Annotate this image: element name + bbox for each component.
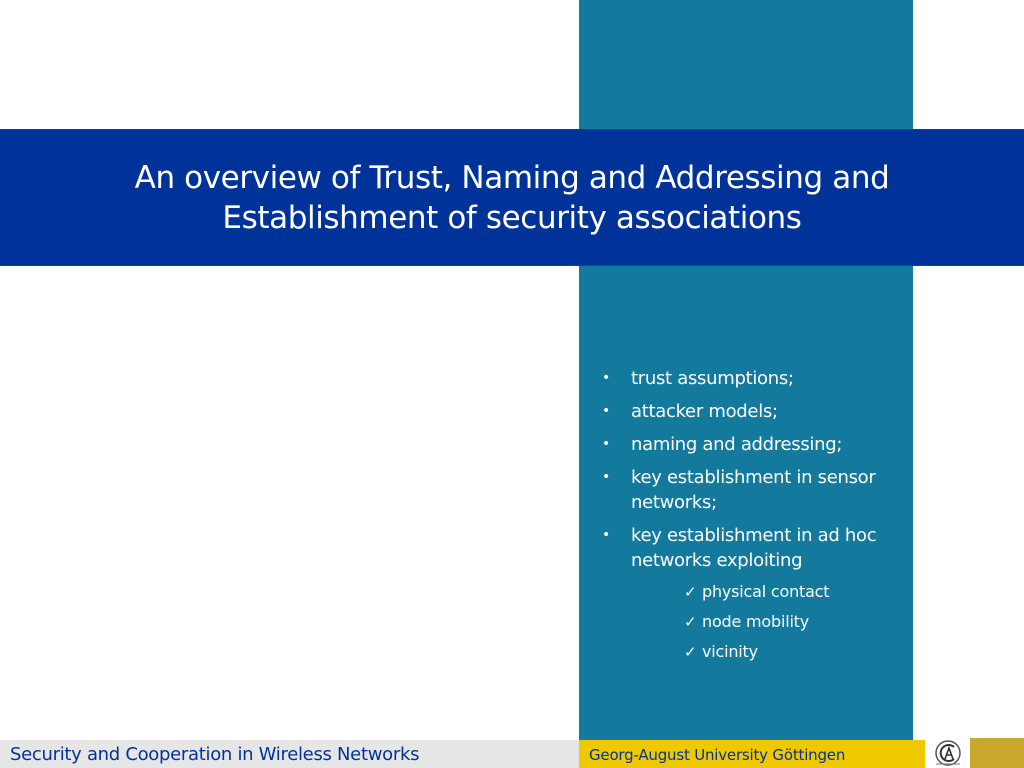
bullet-item bbox=[596, 399, 896, 424]
university-seal-icon bbox=[928, 738, 968, 768]
footer-course-title: Security and Cooperation in Wireless Networks bbox=[10, 744, 420, 765]
check-item bbox=[684, 577, 896, 607]
bullet-icon: • bbox=[602, 527, 610, 543]
bullet-icon: • bbox=[602, 403, 610, 419]
check-list bbox=[684, 577, 896, 667]
bullet-text: trust assumptions; bbox=[631, 368, 794, 389]
footer-right-bar bbox=[579, 740, 925, 768]
footer-university: Georg-August University Göttingen bbox=[589, 746, 846, 764]
bullet-item bbox=[596, 432, 896, 457]
bullet-text: key establishment in ad hoc networks exploiting bbox=[631, 525, 877, 571]
checkmark-icon: ✓ bbox=[684, 643, 697, 661]
slide-title-line-2: Establishment of security associations bbox=[222, 199, 802, 236]
bullet-text: key establishment in sensor networks; bbox=[631, 467, 876, 513]
footer-corner-block bbox=[970, 738, 1024, 768]
bullet-list bbox=[596, 366, 896, 573]
check-text: physical contact bbox=[702, 582, 830, 601]
bullet-text: attacker models; bbox=[631, 401, 778, 422]
bullet-icon: • bbox=[602, 469, 610, 485]
checkmark-icon: ✓ bbox=[684, 583, 697, 601]
check-text: node mobility bbox=[702, 612, 810, 631]
check-item bbox=[684, 637, 896, 667]
bullet-item bbox=[596, 366, 896, 391]
checkmark-icon: ✓ bbox=[684, 613, 697, 631]
slide-title-line-1: An overview of Trust, Naming and Addressing and bbox=[134, 159, 890, 196]
slide-content bbox=[596, 366, 896, 667]
bullet-item bbox=[596, 523, 896, 573]
bullet-icon: • bbox=[602, 436, 610, 452]
title-band bbox=[0, 129, 1024, 266]
slide-title bbox=[32, 158, 992, 238]
bullet-icon: • bbox=[602, 370, 610, 386]
footer-left-bar bbox=[0, 740, 579, 768]
bullet-text: naming and addressing; bbox=[631, 434, 843, 455]
bullet-item bbox=[596, 465, 896, 515]
check-item bbox=[684, 607, 896, 637]
check-text: vicinity bbox=[702, 642, 758, 661]
